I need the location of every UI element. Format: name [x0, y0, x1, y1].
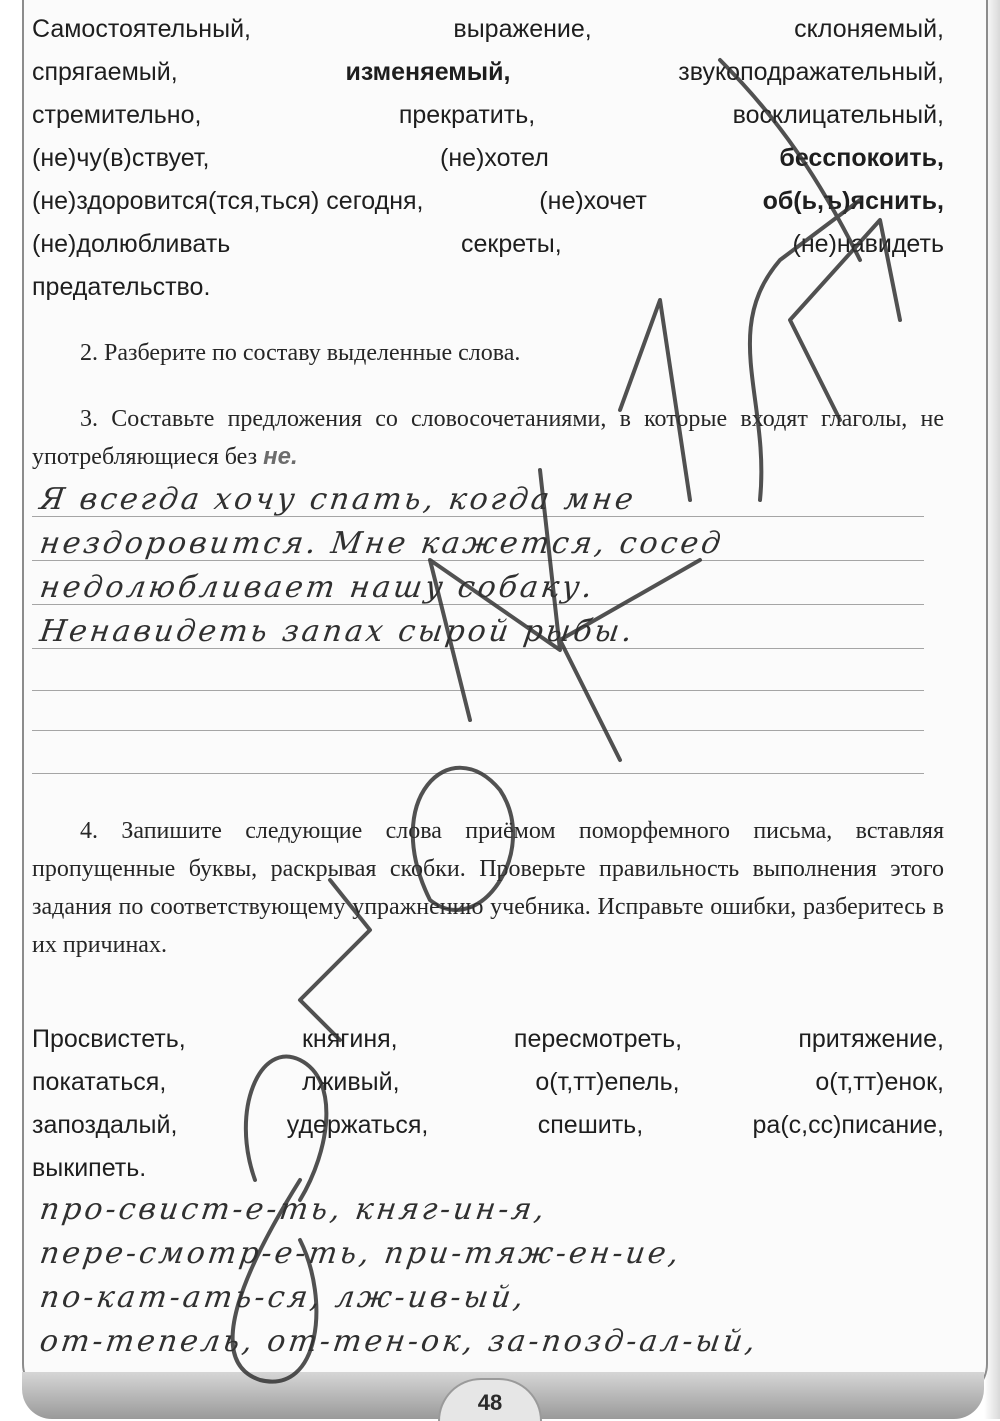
highlighted-word: изменяемый,	[345, 58, 511, 86]
exercise1-word: восклицательный,	[732, 101, 944, 129]
scrawl-letter-stroke	[413, 768, 513, 910]
exercise4-word: пересмотреть,	[513, 1025, 683, 1053]
task-3-hint: не.	[263, 443, 298, 470]
exercise4-word: спешить,	[537, 1111, 644, 1139]
highlighted-word: бесспокоить,	[779, 144, 944, 172]
handwritten-answer-line: Ненавидеть запах сырой рыбы.	[37, 614, 638, 649]
scrawl-letter-stroke	[620, 300, 690, 500]
exercise1-word: спрягаемый,	[32, 58, 178, 86]
exercise1-word: (не)здоровится(тся,ться) сегодня,	[32, 187, 424, 215]
handwritten-answer-line: недолюбливает нашу собаку.	[37, 570, 598, 605]
exercise1-word: (не)навидеть	[792, 230, 944, 258]
page-number: 48	[477, 1390, 503, 1415]
exercise4-word: притяжение,	[798, 1025, 944, 1053]
exercise4-word: Просвистеть,	[32, 1025, 186, 1053]
exercise4-word: покататься,	[32, 1068, 167, 1096]
handwritten-morpheme-line: от-тепель, от-тен-ок, за-позд-ал-ый,	[37, 1324, 761, 1359]
exercise1-word: Самостоятельный,	[32, 15, 251, 43]
handwritten-morpheme-line: про-свист-е-ть, княг-ин-я,	[37, 1192, 550, 1227]
scrawl-letter-stroke	[233, 1180, 317, 1382]
exercise4-word: запоздалый,	[32, 1111, 178, 1139]
scrawl-letter-stroke	[790, 220, 900, 420]
handwritten-answer-line: нездоровится. Мне кажется, сосед	[37, 526, 726, 561]
exercise1-word: (не)долюбливать	[32, 230, 231, 258]
handwritten-morpheme-line: пере-смотр-е-ть, при-тяж-ен-ие,	[37, 1236, 684, 1271]
exercise1-word: звукоподражательный,	[678, 58, 944, 86]
scrawl-letter-stroke	[246, 1057, 327, 1200]
exercise1-word: (не)чу(в)ствует,	[32, 144, 210, 172]
exercise1-word: выражение,	[453, 15, 592, 43]
exercise4-word: удержаться,	[286, 1111, 429, 1139]
exercise4-word: ра(с,сс)писание,	[752, 1111, 944, 1139]
exercise4-word: выкипеть.	[32, 1154, 147, 1182]
task-3-text: 3. Составьте предложения со словосочетаниями, в которые входят глаголы, не употребляющиеся без	[32, 406, 944, 470]
exercise1-word: (не)хотел	[440, 144, 549, 172]
scrawl-letter-stroke	[300, 880, 370, 1040]
exercise4-word: о(т,тт)епель,	[535, 1068, 680, 1096]
exercise4-word: лживый,	[302, 1068, 400, 1096]
scrawl-letter-stroke	[560, 560, 700, 760]
highlighted-word: об(ь,ъ)яснить,	[762, 187, 944, 215]
task-2-instruction: 2. Разберите по составу выделенные слова.	[80, 340, 521, 366]
task-4-instruction: 4. Запишите следующие слова приёмом поморфемного письма, вставляя пропущенные буквы, раскрывая скобки. Проверьте правильность выполнения этого задания по соответствующему упражнению учебника. Исправьте ошибки, разберитесь в их причинах.	[32, 818, 944, 958]
exercise4-word: княгиня,	[301, 1025, 398, 1053]
handwritten-answer-line: Я всегда хочу спать, когда мне	[37, 482, 639, 517]
exercise4-word: о(т,тт)енок,	[815, 1068, 944, 1096]
scrawl-letter-stroke	[430, 470, 560, 720]
exercise1-word: (не)хочет	[539, 187, 647, 215]
handwritten-morpheme-line: по-кат-ать-ся, лж-ив-ый,	[37, 1280, 529, 1315]
scrawl-letter-stroke	[720, 60, 860, 260]
exercise1-word: прекратить,	[398, 101, 536, 129]
exercise1-word: предательство.	[32, 273, 211, 301]
exercise1-word: секреты,	[461, 230, 562, 258]
exercise1-word: склоняемый,	[794, 15, 944, 43]
exercise1-word: стремительно,	[32, 101, 202, 129]
